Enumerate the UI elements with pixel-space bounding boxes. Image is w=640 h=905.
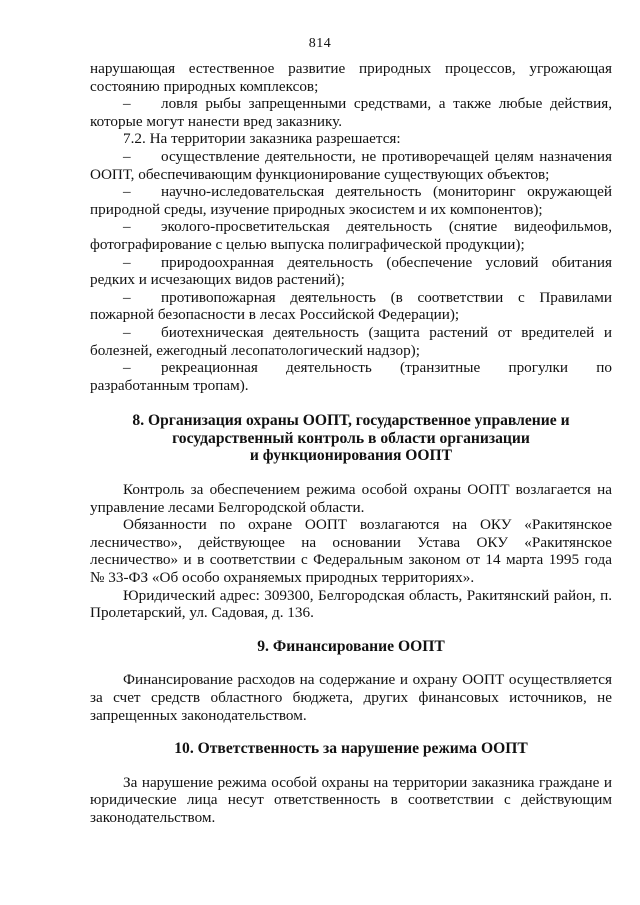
paragraph-financing: Финансирование расходов на содержание и охрану ООПТ осуществляется за счет средств областного бюджета, других финансовых источников, не запрещенных законодательством. (90, 671, 612, 724)
section-heading-line: и функционирования ООПТ (249, 447, 453, 465)
list-item-text: ловля рыбы запрещенными средствами, а также любые действия, которые могут нанести вред заказнику. (90, 95, 612, 130)
allowed-activities-list (90, 148, 612, 394)
list-item (90, 95, 612, 130)
list-item (90, 324, 612, 359)
list-item-text: противопожарная деятельность (в соответствии с Правилами пожарной безопасности в лесах Российской Федерации); (90, 288, 612, 324)
list-item-text: биотехническая деятельность (защита растений от вредителей и болезней, ежегодный лесопатологический надзор); (90, 323, 612, 359)
list-item (90, 359, 612, 394)
document-body (90, 60, 612, 827)
paragraph-duties: Обязанности по охране ООПТ возлагаются на ОКУ «Ракитянское лесничество», действующее на основании Устава ОКУ «Ракитянское лесничество» и в соответствии с Федеральным законом от 14 марта 1995 года № 33-ФЗ «Об особо охраняемых природных территориях». (90, 516, 612, 587)
paragraph-address: Юридический адрес: 309300, Белгородская область, Ракитянский район, п. Пролетарский, ул. Садовая, д. 136. (90, 586, 612, 622)
paragraph-responsibility: За нарушение режима особой охраны на территории заказника граждане и юридические лица несут ответственность в соответствии с действующим законодательством. (90, 773, 612, 826)
list-item (90, 254, 612, 289)
list-dash: – (123, 288, 131, 306)
section-10-heading: 10. Ответственность за нарушение режима ООПТ (174, 740, 528, 758)
list-item-text: осуществление деятельности, не противоречащей целям назначения ООПТ, обеспечивающим функционирование существующих объектов; (90, 147, 612, 183)
list-item (90, 218, 612, 253)
list-item-text: природоохранная деятельность (обеспечение условий обитания редких и исчезающих видов растений); (90, 253, 612, 289)
paragraph-continuation: нарушающая естественное развитие природных процессов, угрожающая состоянию природных комплексов; (90, 60, 612, 95)
list-item-text: эколого-просветительская деятельность (снятие видеофильмов, фотографирование с целью выпуска полиграфической продукции); (90, 218, 612, 253)
list-dash: – (123, 147, 131, 165)
list-item-text: научно-иследовательская деятельность (мониторинг окружающей природной среды, изучение природных экосистем и их компонентов); (90, 183, 612, 218)
list-dash: – (123, 183, 131, 201)
list-dash: – (123, 95, 131, 113)
paragraph-7-2: 7.2. На территории заказника разрешается: (123, 130, 401, 148)
paragraph-control: Контроль за обеспечением режима особой охраны ООПТ возлагается на управление лесами Белгородской области. (90, 481, 612, 516)
list-dash: – (123, 359, 131, 377)
list-dash: – (123, 218, 131, 236)
section-9-heading: 9. Финансирование ООПТ (257, 637, 445, 655)
list-item (90, 289, 612, 324)
page-number: 814 (308, 36, 332, 51)
list-item-text: рекреационная деятельность (транзитные прогулки по разработанным тропам). (90, 359, 612, 394)
list-dash: – (123, 253, 131, 271)
list-item (90, 183, 612, 218)
section-heading-line: 8. Организация охраны ООПТ, государственное управление и (132, 412, 570, 430)
list-dash: – (123, 323, 131, 341)
section-heading-line: государственный контроль в области организации (172, 429, 530, 447)
list-item (90, 148, 612, 183)
section-8-heading (90, 412, 612, 465)
